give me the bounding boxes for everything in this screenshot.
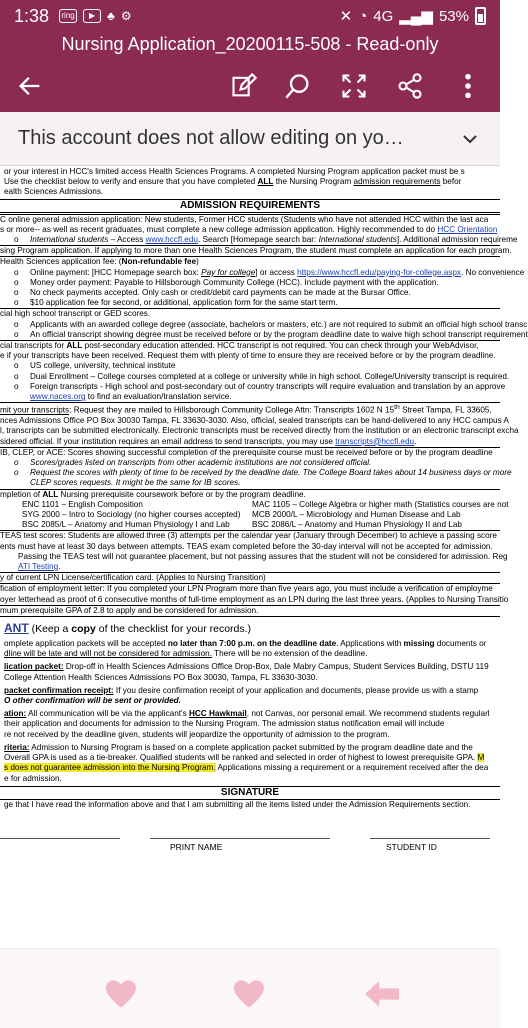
wifi-icon: ◔ (358, 7, 368, 25)
course-item: ENC 1101 – English Composition (22, 499, 143, 509)
high-school-section: cial high school transcript or GED scores. o Applicants with an awarded college degree (associate, bachelors or masters, etc.) are not required to submit an official high school transc o An official transcript showing degree must be received before or by the program deadline date to waive high school transcript requirement (0, 308, 500, 340)
transcripts-email-link[interactable]: transcripts@hccfl.edu (335, 436, 415, 446)
signal-icon: ▂▄▆ (399, 8, 433, 25)
battery-percent: 53% (438, 7, 469, 25)
status-time: 1:38 (14, 5, 50, 26)
course-item: SYG 2000 – Intro to Sociology (no higher courses accepted) (22, 510, 241, 520)
course-item: MAC 1105 – College Algebra or higher math (Statistics courses are not (252, 499, 509, 509)
signature-statement: ge that I have read the information above and that I am submitting all the items listed under the Admission Requirements section. (4, 799, 471, 809)
mute-icon: ✕ (339, 8, 353, 25)
prerequisite-section: mpletion of ALL Nursing prerequisite coursework before or by the program deadline. ENC 1101 – English Composition MAC 1105 – College Algebra or higher math (Statistics courses are not SYG 2000 – Intro to Sociology (no higher courses accepted) MCB 2000/L – Microbiology and Human Disease and Lab BSC 2085/L – Anatomy and Human Physiology I and Lab BSC 2086/L – Anatomy and Human Physiology II and Lab (0, 489, 509, 530)
battery-icon (475, 7, 486, 25)
heart-icon[interactable] (104, 979, 138, 1009)
lpn-license-line: y of current LPN License/certification card. (Applies to Nursing Transition) (0, 572, 500, 583)
intro-line: Use the checklist below to verify and ensure that you have completed ALL the Nursing Program admission requirements befor (4, 177, 462, 187)
receipt-note: packet confirmation receipt: If you desire confirmation receipt of your application and documents, please provide us with a stamp O other confirmation will be sent or provided. (4, 685, 479, 706)
banner-text: This account does not allow editing on yo… (18, 127, 404, 149)
heart-icon[interactable] (232, 979, 266, 1009)
read-only-banner[interactable] (0, 112, 500, 166)
bottom-navigation (0, 948, 500, 1028)
document-title: Nursing Application_20200115-508 - Read-only (0, 32, 500, 60)
general-application-section: C online general admission application: New students, Former HCC students (Students who have not attended HCC within the last aca s or more-- as well as recent graduates, must complete a new college admission application. Highly recommended to do HCC Orientation o International students – Access www.hccfl.edu. Search [Homepage search bar: International students]. Additional admission requireme (0, 214, 500, 246)
print-name-line (150, 838, 330, 839)
youtube-icon: ▶ (83, 9, 101, 23)
fullscreen-icon[interactable] (336, 68, 372, 104)
student-id-line (370, 838, 490, 839)
notification-icon: ♣ (107, 9, 115, 23)
criteria-note: riteria: Admission to Nursing Program is based on a complete application packet submitted by the program deadline date and the Overall GPA is used as a tie-breaker. Qualified students will be ranked and selected in order of highest to lowest prerequisite GPA. M s does not guarantee admission into the Nursing Program. Applications missing a requirement or a requirement received after the dea e for admission. (4, 742, 489, 783)
print-name-label: PRINT NAME (170, 841, 223, 852)
important-heading: ANT (Keep a copy of the checklist for your records.) (4, 621, 252, 636)
settings-icon: ⚙ (120, 9, 132, 23)
ati-testing-link[interactable]: ATI Testing (18, 562, 59, 572)
course-item: BSC 2085/L – Anatomy and Human Physiology I and Lab (22, 520, 230, 530)
program-application-line: sing Program application. If applying to more than one Health Sciences Program, the student must complete an application for each program. (0, 246, 512, 256)
communication-note: ation: All communication will be via the applicant's HCC Hawkmail, not Canvas, nor personal email. We recommend students regularl their application and documents for admission to the Nursing Program. The admission status notification email will include re not received by the deadline given, students will jeopardize the opportunity of admission to the program. (4, 709, 490, 739)
back-arrow-icon[interactable] (362, 977, 402, 1011)
admission-requirements-heading: ADMISSION REQUIREMENTS (0, 199, 500, 213)
submit-transcripts-section: mit your transcripts: Request they are mailed to Hillsborough Community College Attn: Transcripts 1602 N 15th Street Tampa, FL 33605, nces Admissions Office PO Box 30030 Tampa, FL 33630-3030. Also, official, sealed transcripts can be hand-delivered to any HCC campus A l, transcripts can be submitted electronically. Electronic transcripts must be received directly from the institution or an electronic transcript excha sidered official. If your institution requires an email address to send transcripts, you may use transcripts@hccfl.edu. (0, 404, 519, 446)
intro-line: or your interest in HCC's limited access Health Sciences Programs. A completed Nursing Program application packet must be s (4, 167, 465, 176)
naces-link[interactable]: www.naces.org (30, 392, 86, 402)
document-page (0, 167, 528, 947)
teas-section: TEAS test scores: Students are allowed three (3) attempts per the calendar year (January through December) to achieve a passing score ents must have at least 30 days between attempts. TEAS exam completed before the 30-day interval will not be accepted for admission. Passing the TEAS test will not guarantee placement, but not passing assures that the student will not be considered for admission. Reg ATI Testing. (0, 531, 508, 572)
student-id-label: STUDENT ID (386, 841, 437, 852)
edit-pen-icon[interactable] (226, 68, 262, 104)
deadline-note: omplete application packets will be accepted no later than 7:00 p.m. on the deadline date. Applications with missing documents or dline will be late and will not be considered for admission. There will be no extension of the deadline. (4, 639, 487, 659)
search-icon[interactable] (280, 68, 316, 104)
signature-lines (0, 810, 500, 870)
share-icon[interactable] (392, 68, 428, 104)
more-vertical-icon[interactable] (450, 68, 486, 104)
hccfl-link[interactable]: www.hccfl.edu (145, 235, 198, 245)
gpa-line: mum prerequisite GPA of 2.8 to apply and be considered for admission. (0, 605, 500, 617)
course-item: MCB 2000/L – Microbiology and Human Disease and Lab (252, 510, 461, 520)
hcc-orientation-link[interactable]: HCC Orientation (437, 224, 498, 234)
signature-line (0, 838, 120, 839)
test-scores-section: IB, CLEP, or ACE: Scores showing successful completion of the prerequisite course must be received before or by the program deadline o Scores/grades listed on transcripts from other academic institutions are not considered official. o Request the scores with plenty of time to be received by the deadline date. The College Board takes about 14 business days or more CLEP scores requests. It might be the same for IB scores. (0, 447, 500, 489)
packet-note: lication packet: Drop-off in Health Sciences Admissions Office Drop-Box, Dale Mabry Campus, Student Services Building, DSTU 119 College Attention Health Sciences Admissions PO Box 30030, Tampa, FL 33630-3030. (4, 662, 489, 682)
course-item: BSC 2086/L – Anatomy and Human Physiology II and Lab (252, 520, 462, 530)
post-secondary-section: cial transcripts for ALL post-secondary education attended. HCC transcript is not required. You can check through your WebAdvisor, e if your transcripts have been received. Request them with plenty of time to ensure they are received before or by the program deadline. o US college, university, technical institute o Dual Enrollment – College courses completed at a college or university while in high school. College/University transcript is required. o Foreign transcripts - High school and post-secondary out of country transcripts will require evaluation and translation by an approve www.naces.org to find an evaluation/translation service. (0, 340, 500, 402)
employment-section: fication of employment letter: If you completed your LPN Program more than five years ago, you must include a verification of employme oyer letterhead as proof of 6 consecutive months of full-time employment as an LPN during the last three years. (Applies to Nursing Transitio (0, 584, 509, 604)
course-list (0, 499, 509, 531)
application-fee-section: Health Sciences application fee: (Non-refundable fee) o Online payment: [HCC Homepage search box: Pay for college] or access https://www.hccfl.edu/paying-for-college.aspx. No convenience o Money order payment: Payable to Hillsborough Community College (HCC). Include payment with the application. o No check payments accepted. Only cash or credit/debit card payments can be made at the Bursar Office. o $10 application fee for second, or additional, application form for the same start term. (0, 256, 500, 308)
intro-line: ealth Sciences Admissions. (4, 187, 104, 197)
ring-app-icon: ring (59, 9, 77, 23)
chevron-down-icon[interactable] (458, 127, 482, 151)
network-type: 4G (373, 7, 394, 25)
signature-heading: SIGNATURE (0, 786, 500, 800)
status-bar (0, 0, 500, 32)
paying-for-college-link[interactable]: https://www.hccfl.edu/paying-for-college.aspx (297, 267, 462, 277)
arrow-left-icon[interactable] (12, 68, 48, 104)
toolbar (0, 60, 500, 112)
